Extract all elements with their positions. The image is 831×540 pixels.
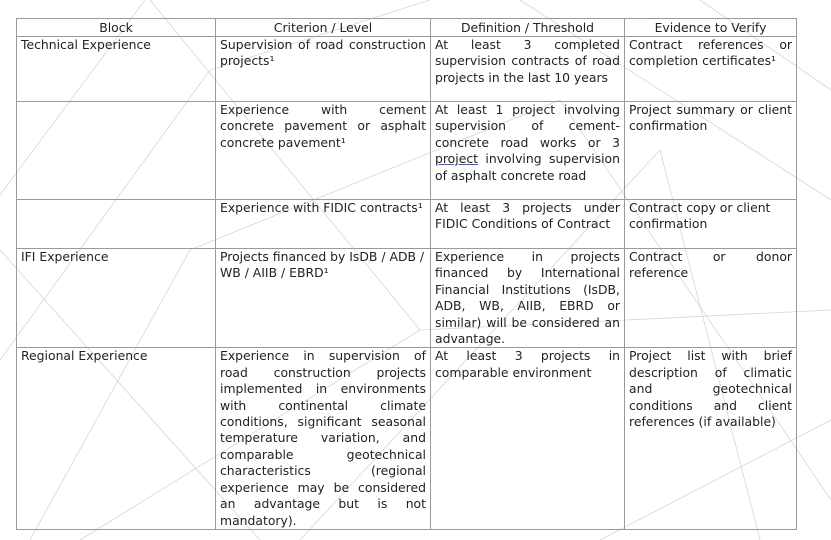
- spellcheck-underlined-word: project: [435, 151, 479, 167]
- table-row: [17, 37, 797, 102]
- evidence-cell: Contract references or completion certificates¹: [625, 37, 797, 102]
- block-cell: [17, 102, 216, 200]
- evidence-cell: Project list with brief description of climatic and geotechnical conditions and client references (if available): [625, 348, 797, 529]
- block-cell: IFI Experience: [17, 249, 216, 348]
- table-header-row: [17, 19, 797, 37]
- definition-cell: At least 3 projects under FIDIC Conditions of Contract: [431, 200, 625, 249]
- header-block: Block: [17, 19, 216, 37]
- definition-cell: At least 3 projects in comparable environment: [431, 348, 625, 529]
- block-cell: Regional Experience: [17, 348, 216, 529]
- definition-cell: Experience in projects financed by International Financial Institutions (IsDB, ADB, WB, AIIB, EBRD or similar) will be considered an advantage.: [431, 249, 625, 348]
- header-evidence: Evidence to Verify: [625, 19, 797, 37]
- table-row: [17, 348, 797, 529]
- evidence-cell: Contract copy or client confirmation: [625, 200, 797, 249]
- criterion-cell: Experience in supervision of road construction projects implemented in environments with continental climate conditions, significant seasonal temperature variation, and comparable geotechnical characteristics (regional experience may be considered an advantage but is not mandatory).: [216, 348, 431, 529]
- definition-cell: At least 3 completed supervision contracts of road projects in the last 10 years: [431, 37, 625, 102]
- table-row: [17, 102, 797, 200]
- requirements-table: [16, 18, 797, 530]
- criterion-cell: Experience with FIDIC contracts¹: [216, 200, 431, 249]
- header-criterion: Criterion / Level: [216, 19, 431, 37]
- evidence-cell: Contract or donor reference: [625, 249, 797, 348]
- definition-text: involving supervision of asphalt concrete road: [435, 151, 620, 183]
- table-row: [17, 249, 797, 348]
- block-cell: Technical Experience: [17, 37, 216, 102]
- criterion-cell: Projects financed by IsDB / ADB / WB / AIIB / EBRD¹: [216, 249, 431, 348]
- criterion-cell: Supervision of road construction projects¹: [216, 37, 431, 102]
- criterion-cell: Experience with cement concrete pavement or asphalt concrete pavement¹: [216, 102, 431, 200]
- header-definition: Definition / Threshold: [431, 19, 625, 37]
- definition-cell: [431, 102, 625, 200]
- definition-text: At least 1 project involving supervision of cement-concrete road works or 3: [435, 102, 620, 150]
- evidence-cell: Project summary or client confirmation: [625, 102, 797, 200]
- table-row: [17, 200, 797, 249]
- block-cell: [17, 200, 216, 249]
